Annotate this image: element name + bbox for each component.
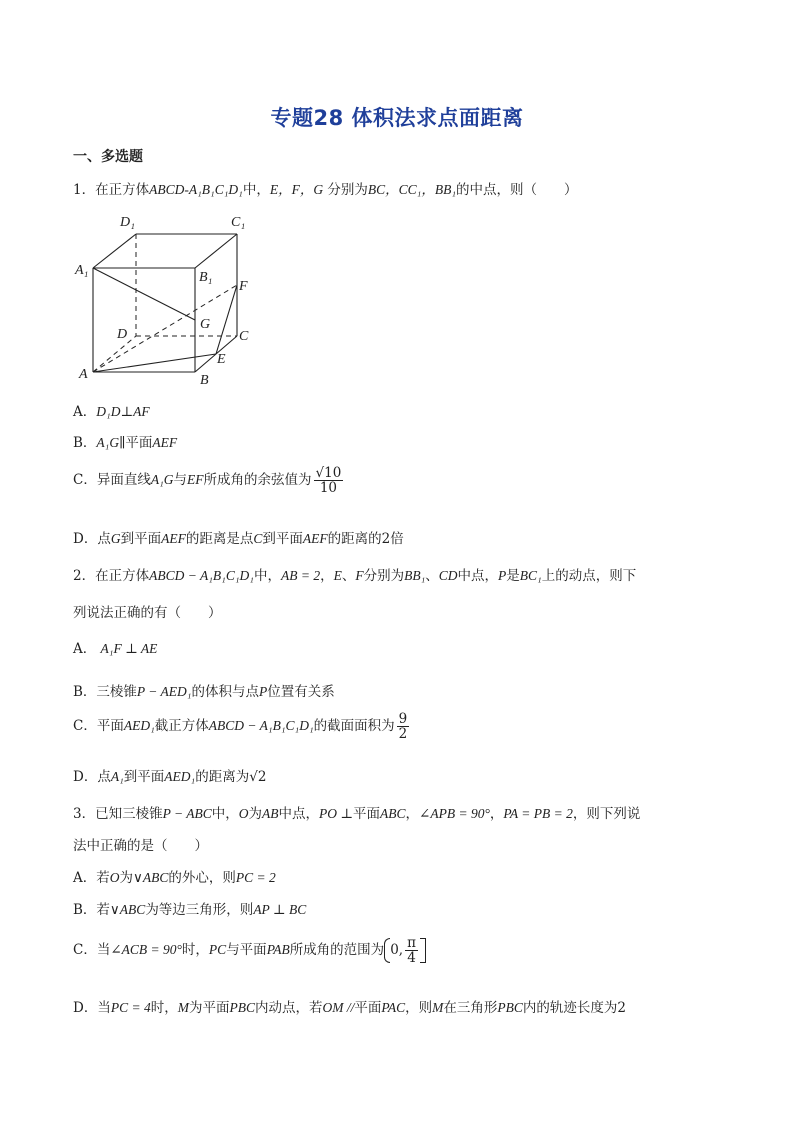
interval	[384, 936, 426, 965]
math: PC = 2	[235, 870, 276, 885]
math: F	[355, 568, 364, 583]
text: 到平面	[120, 531, 162, 547]
math: ∨ABC	[133, 870, 169, 885]
text: 与	[173, 472, 188, 489]
math: √2	[249, 769, 267, 785]
label-a1: A₁	[75, 263, 89, 278]
math: AEF	[302, 531, 328, 546]
fraction-numerator: π	[407, 935, 416, 951]
option-label: B．	[73, 902, 97, 918]
math: EF	[187, 472, 204, 488]
label-b: B	[200, 373, 209, 388]
math: A₁	[110, 769, 124, 784]
text: 时，	[150, 1000, 178, 1016]
text: 为平面	[188, 1000, 230, 1016]
math: BB₁	[404, 568, 426, 583]
math: PC = 4	[110, 1000, 151, 1015]
math: E	[333, 568, 342, 583]
text: 异面直线	[96, 472, 151, 489]
text: ，则下列说	[572, 806, 641, 822]
question-number: 1．	[73, 182, 96, 198]
fraction-denominator: 4	[407, 950, 416, 967]
fraction	[314, 466, 344, 495]
text: 内动点，若	[254, 1000, 323, 1016]
math: P	[498, 568, 507, 583]
q2-option-c[interactable]	[73, 712, 411, 741]
text: 2	[617, 1000, 626, 1016]
text: 中，	[242, 182, 270, 198]
text: 与平面	[226, 942, 267, 959]
math: O	[109, 870, 120, 885]
text: 三棱锥	[96, 684, 137, 700]
fraction-denominator: 10	[319, 480, 338, 497]
fraction	[405, 936, 418, 965]
text: 平面	[354, 1000, 382, 1016]
math: CD	[438, 568, 458, 583]
math: A₁G	[150, 472, 174, 488]
math: BC，CC₁，BB₁	[367, 182, 457, 197]
text: 中，	[211, 806, 239, 822]
question-2-stem-line-1	[73, 564, 636, 584]
text: 到平面	[262, 531, 303, 547]
math: ABCD − A₁B₁C₁D₁	[208, 718, 314, 734]
text: 当	[97, 1000, 111, 1016]
math: ABCD-A₁B₁C₁D₁	[149, 182, 243, 197]
math: OM //	[322, 1000, 355, 1015]
math: D₁D⊥AF	[96, 404, 150, 419]
option-label: C．	[73, 942, 97, 959]
math: AEF	[161, 531, 186, 546]
math: P − ABC	[162, 806, 212, 821]
text: 内的轨迹长度为	[522, 1000, 618, 1016]
math: C	[253, 531, 263, 546]
text: 中点，	[278, 806, 319, 822]
math: PA = PB = 2	[503, 806, 573, 821]
fraction-denominator: 2	[398, 726, 408, 743]
math: ABC	[380, 806, 406, 821]
q3-option-a[interactable]	[73, 866, 276, 886]
math: A₁G∥	[96, 435, 126, 450]
label-d1: D₁	[120, 215, 135, 230]
text: 2	[381, 531, 391, 547]
text: 上的动点，则下	[541, 568, 637, 584]
math: AP ⊥ BC	[253, 902, 307, 917]
fraction-numerator: √10	[315, 465, 342, 481]
option-label: D．	[73, 1000, 98, 1016]
text: 的距离的	[327, 531, 382, 547]
math: ∠ACB = 90°	[110, 942, 182, 958]
text: ，则	[405, 1000, 433, 1016]
math: E，F，G	[269, 182, 324, 197]
math: PC	[208, 942, 227, 958]
math: PBC	[497, 1000, 523, 1015]
math: A₁F ⊥ AE	[100, 641, 158, 656]
text: 当	[96, 942, 111, 959]
text: 在正方体	[95, 568, 150, 584]
math: ABCD − A₁B₁C₁D₁	[149, 568, 254, 583]
cube-figure	[73, 208, 263, 388]
text: 平面	[353, 806, 381, 822]
text: ，	[405, 806, 420, 822]
text: 的截面面积为	[313, 718, 395, 735]
text: 位置有关系	[267, 684, 335, 700]
math: AED₁	[123, 718, 155, 734]
option-label: B．	[73, 435, 97, 451]
q1-option-b[interactable]	[73, 431, 177, 451]
text: 倍	[390, 531, 404, 547]
question-1-stem	[73, 178, 578, 198]
label-f: F	[239, 279, 248, 294]
math: AB = 2	[280, 568, 321, 583]
text: 时，	[181, 942, 209, 959]
math: PO ⊥	[318, 806, 354, 821]
math: AED₁	[164, 769, 196, 784]
text: 的距离为	[195, 769, 250, 785]
option-label: C．	[73, 472, 97, 489]
label-a: A	[79, 367, 88, 382]
q1-option-d[interactable]	[73, 527, 404, 547]
math: BC₁	[519, 568, 542, 583]
option-label: A．	[73, 870, 97, 886]
label-d: D	[117, 327, 128, 342]
text: 、	[425, 568, 439, 584]
text: 是	[506, 568, 520, 584]
text: ，	[489, 806, 504, 822]
math: M	[432, 1000, 444, 1015]
text: 所成角的余弦值为	[203, 472, 312, 489]
text: 中，	[253, 568, 281, 584]
math: P	[258, 684, 268, 699]
section-heading: 一、多选题	[73, 149, 143, 165]
question-number: 3．	[73, 806, 96, 822]
text: 为	[119, 870, 133, 886]
label-e: E	[217, 352, 226, 367]
option-label: D．	[73, 531, 98, 547]
text: 的体积与点	[191, 684, 259, 700]
fraction-numerator: 9	[398, 711, 408, 727]
text: 截正方体	[154, 718, 209, 735]
math: PBC	[229, 1000, 255, 1015]
option-label: A．	[73, 404, 97, 420]
text: 在三角形	[443, 1000, 498, 1016]
q3-option-d[interactable]	[73, 996, 626, 1016]
text: 若	[96, 870, 110, 886]
option-label: C．	[73, 718, 97, 735]
text: 所成角的范围为	[289, 942, 385, 959]
label-c1: C₁	[231, 215, 246, 230]
math: PAB	[266, 942, 290, 958]
math: O	[238, 806, 249, 821]
math: M	[177, 1000, 189, 1015]
math: G	[110, 531, 121, 546]
text: 在正方体	[95, 182, 150, 198]
q2-option-a[interactable]	[73, 637, 157, 657]
text: 为	[248, 806, 262, 822]
math: PAC	[381, 1000, 406, 1015]
label-b1: B₁	[199, 270, 213, 285]
text: 平面	[125, 435, 153, 451]
text: 分别为	[327, 182, 368, 198]
text: 平面	[96, 718, 124, 735]
question-3-stem-line-1	[73, 802, 640, 822]
text: 的中点，则（ ）	[456, 182, 578, 198]
interval-left: 0,	[390, 942, 404, 959]
math: AEF	[152, 435, 178, 450]
text: 的距离是点	[185, 531, 254, 547]
text: 的外心，则	[168, 870, 236, 886]
question-number: 2．	[73, 568, 96, 584]
page-title: 专题28 体积法求点面距离	[270, 106, 524, 130]
label-c: C	[239, 329, 249, 344]
text: 到平面	[123, 769, 165, 785]
option-label: A．	[73, 641, 97, 657]
text: 、	[341, 568, 356, 584]
q2-option-d[interactable]	[73, 765, 266, 785]
question-2-stem-line-2: 列说法正确的有（ ）	[73, 605, 222, 621]
fraction	[397, 712, 410, 741]
math: ∨ABC	[109, 902, 146, 917]
math: ∠APB = 90°	[419, 806, 490, 821]
option-label: D．	[73, 769, 98, 785]
text: 若	[96, 902, 110, 918]
text: 点	[97, 769, 111, 785]
q2-option-b[interactable]	[73, 680, 335, 700]
option-label: B．	[73, 684, 97, 700]
text: 为等边三角形，则	[145, 902, 254, 918]
q3-option-c[interactable]	[73, 936, 426, 965]
label-g: G	[200, 317, 211, 332]
math: P − AED₁	[136, 684, 192, 699]
text: 已知三棱锥	[95, 806, 163, 822]
q1-option-a[interactable]	[73, 400, 150, 420]
text: 中点，	[457, 568, 499, 584]
q3-option-b[interactable]	[73, 898, 306, 918]
text: 点	[97, 531, 111, 547]
q1-option-c[interactable]	[73, 466, 345, 495]
text: ，	[320, 568, 334, 584]
text: 分别为	[363, 568, 405, 584]
question-3-stem-line-2: 法中正确的是（ ）	[73, 838, 208, 854]
math: AB	[261, 806, 279, 821]
